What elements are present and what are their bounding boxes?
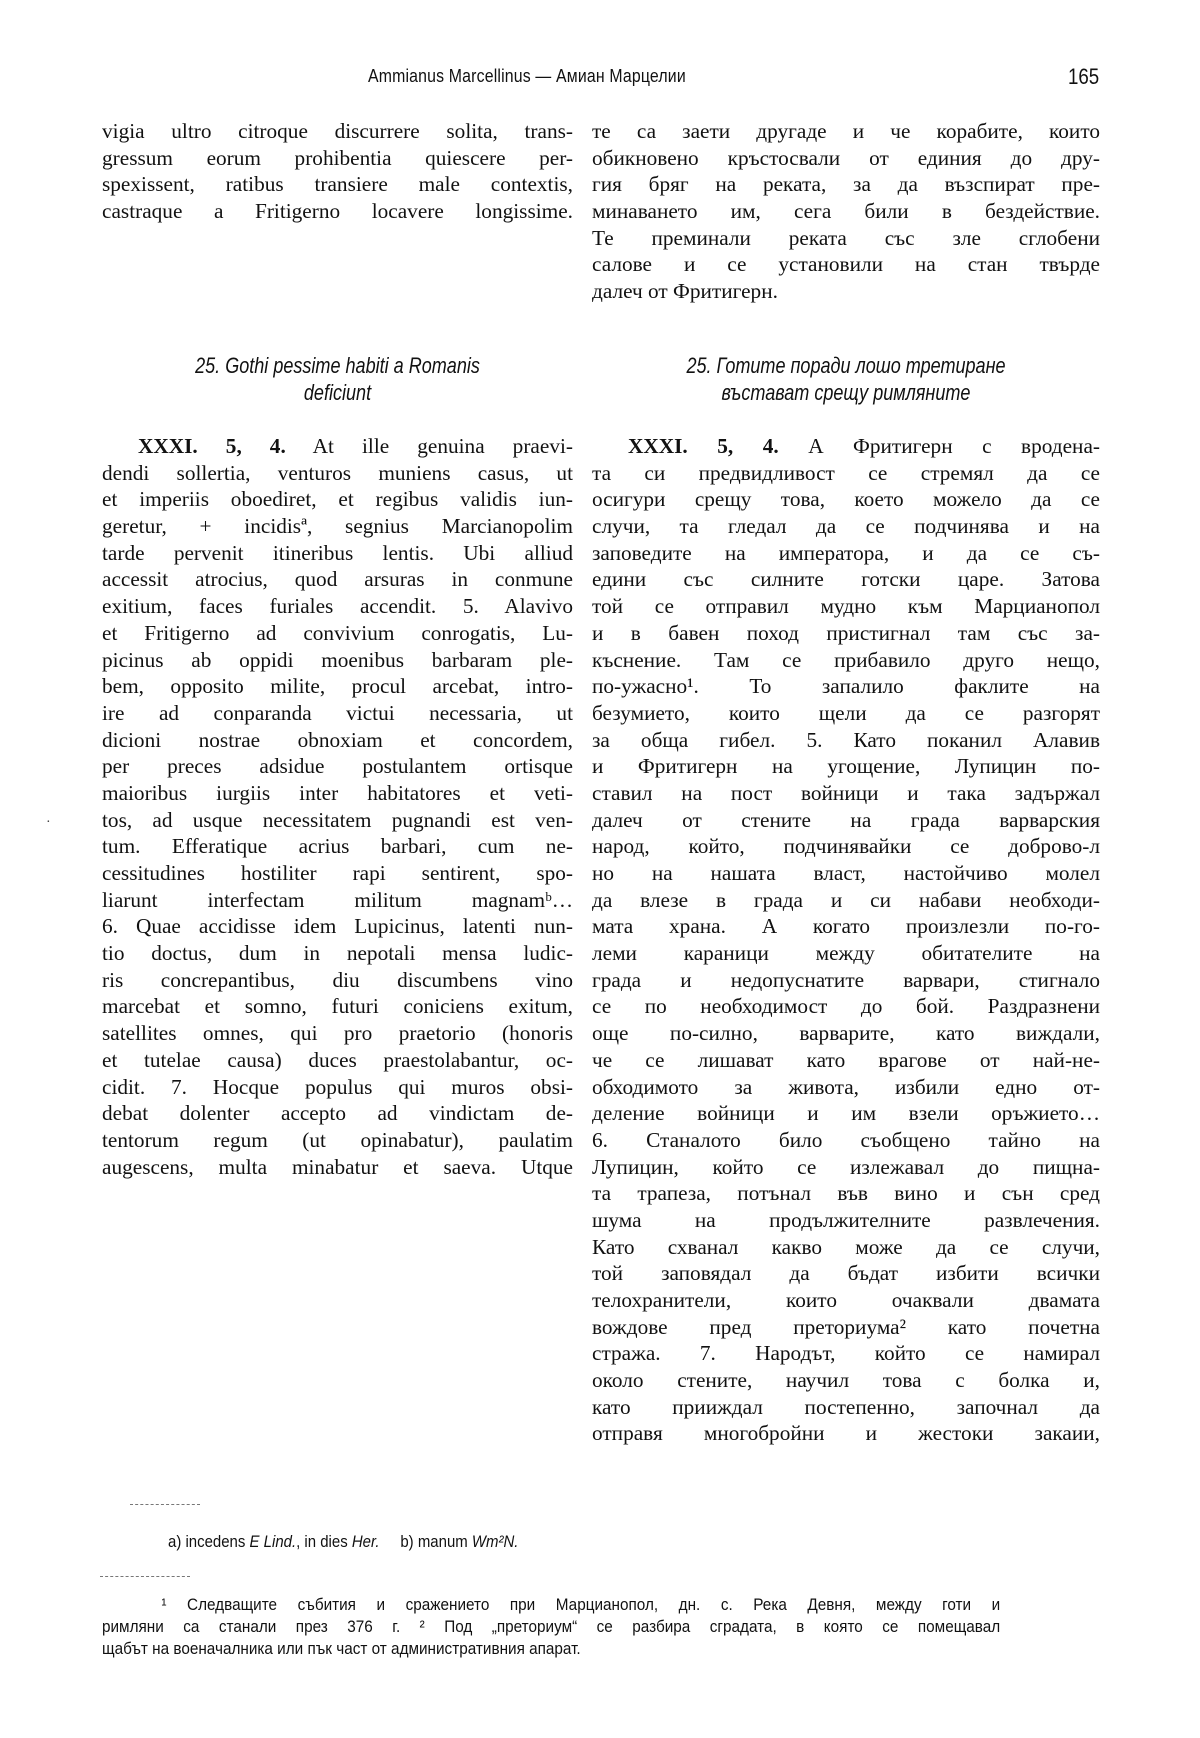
- footnote-line: римляни са станали през 376 г. ² Под „преториум“ се разбира сградата, в която се помещавал: [102, 1617, 1001, 1636]
- apparatus-separator: [130, 1504, 200, 1506]
- text-line: че се лишават като врагове от най-не-: [592, 1047, 1100, 1072]
- heading-line: 25. Gothi pessime habiti a Romanis: [195, 353, 480, 378]
- running-title: Ammianus Marcellinus — Амиан Марцелии: [368, 66, 686, 86]
- critical-apparatus: [168, 1532, 518, 1552]
- text-line: [592, 433, 1100, 460]
- text-line: заповедите на императора, и да се съ-: [592, 540, 1100, 565]
- page-number: 165: [1068, 64, 1100, 89]
- bulgarian-body-text: [592, 433, 1100, 1447]
- text-line: tarde pervenit itineribus lentis. Ubi alliud: [102, 540, 573, 565]
- apparatus-text: incedens: [185, 1532, 246, 1551]
- text-line: минаването им, сега били в бездействие.: [592, 199, 1100, 224]
- section-reference: XXXI. 5, 4.: [138, 434, 286, 458]
- text-line: града и недопуснатите варвари, стигнало: [592, 967, 1100, 992]
- text-line: като прииждал постепенно, започнал да: [592, 1394, 1100, 1419]
- text-line: около стените, научил това с болка и,: [592, 1368, 1100, 1393]
- latin-intro-paragraph: [102, 118, 573, 225]
- text-line: [102, 433, 573, 460]
- text-line: Лупицин, който се излежавал до пищна-: [592, 1154, 1100, 1179]
- text-line: той заповядал да бъдат избити всички: [592, 1261, 1100, 1286]
- text-line: мата храна. А когато произлезли по-го-: [592, 914, 1100, 939]
- text-line: обикновено кръстосвали от единия до дру-: [592, 145, 1100, 170]
- text-line: per preces adsidue postulantem ortisque: [102, 754, 573, 779]
- text-line: tio doctus, dum in nepotali mensa ludic-: [102, 941, 573, 966]
- latin-section-heading: [102, 352, 573, 406]
- text-line: satellites omnes, qui pro praetorio (honoris: [102, 1021, 573, 1046]
- text-line: далеч от стените на града варварския: [592, 807, 1100, 832]
- text-line: салове и се установили на стан твърде: [592, 252, 1100, 277]
- text-line: geretur, + incidisª, segnius Marcianopolim: [102, 514, 573, 539]
- text-fragment: А Фритигерн с вродена-: [808, 434, 1100, 458]
- text-line: и в бавен поход пристигнал там със за-: [592, 620, 1100, 645]
- text-line: Те преминали реката със зле сглобени: [592, 225, 1100, 250]
- text-line: picinus ab oppidi moenibus barbaram ple-: [102, 647, 573, 672]
- text-line: вождове пред преториума² като почетна: [592, 1314, 1100, 1339]
- text-line: леми караници между обитателите на: [592, 941, 1100, 966]
- text-line: осигури срещу това, което можело да се: [592, 487, 1100, 512]
- apparatus-label: b): [400, 1532, 414, 1551]
- text-line: bem, opposito milite, procul arcebat, intro-: [102, 674, 573, 699]
- text-line: шума на продължителните развлечения.: [592, 1207, 1100, 1232]
- apparatus-sigla: Her.: [351, 1532, 380, 1551]
- text-line: безумието, които щели да се разгорят: [592, 700, 1100, 725]
- text-line: tentorum regum (ut opinabatur), paulatim: [102, 1127, 573, 1152]
- text-fragment: At ille genuina praevi-: [312, 434, 573, 458]
- text-line: той се отправил мудно към Марцианопол: [592, 594, 1100, 619]
- text-line: за обща гибел. 5. Като поканил Алавив: [592, 727, 1100, 752]
- text-line: dicioni nostrae obnoxiam et concordem,: [102, 727, 573, 752]
- text-line: деление войници и им взели оръжието…: [592, 1101, 1100, 1126]
- text-line: стража. 7. Народът, който се намирал: [592, 1341, 1100, 1366]
- text-line: et imperiis oboediret, et regibus validis iun-: [102, 487, 573, 512]
- margin-mark: ·: [46, 815, 51, 830]
- section-reference: XXXI. 5, 4.: [628, 434, 779, 458]
- text-line: обходимото за живота, избили едно от-: [592, 1074, 1100, 1099]
- text-line: gressum eorum prohibentia quiescere per-: [102, 145, 573, 170]
- text-line: ris concrepantibus, diu discumbens vino: [102, 967, 573, 992]
- text-line: castraque a Fritigerno locavere longissime.: [102, 199, 573, 224]
- apparatus-sigla: E Lind.: [249, 1532, 297, 1551]
- text-line: случи, та гледал да се подчинява и на: [592, 514, 1100, 539]
- text-line: та трапеза, потънал във вино и сън сред: [592, 1181, 1100, 1206]
- text-line: но на нашата власт, настойчиво молел: [592, 861, 1100, 885]
- text-line: Като схванал какво може да се случи,: [592, 1234, 1100, 1259]
- text-line: едини със силните готски царе. Затова: [592, 567, 1100, 592]
- text-line: et tutelae causa) duces praestolabantur, oc-: [102, 1047, 573, 1072]
- footnote-line: ¹ Следващите събития и сражението при Марцианопол, дн. с. Река Девня, между готи и: [161, 1595, 1001, 1614]
- text-line: 6. Станалото било съобщено тайно на: [592, 1127, 1100, 1152]
- text-line: exitium, faces furiales accendit. 5. Alavivo: [102, 594, 573, 619]
- heading-line: въстават срещу римляните: [721, 380, 971, 405]
- text-line: tum. Efferatique acrius barbari, cum ne-: [102, 834, 573, 859]
- text-line: гия бряг на реката, за да възспират пре-: [592, 172, 1100, 197]
- bulgarian-intro-paragraph: [592, 118, 1100, 305]
- text-line: cessitudines hostiliter rapi sentirent, spo-: [102, 861, 573, 885]
- apparatus-label: a): [168, 1532, 182, 1551]
- running-header: [0, 66, 1200, 96]
- text-line: tos, ad usque necessitatem pugnandi est ven-: [102, 807, 573, 832]
- heading-line: 25. Готите поради лошо третиране: [686, 353, 1006, 378]
- text-line: ставил на пост войници и така задържал: [592, 780, 1100, 805]
- latin-body-text: [102, 433, 573, 1180]
- footnote-line: щабът на военачалника или пък част от административния апарат.: [102, 1639, 581, 1658]
- footnotes: [102, 1594, 1100, 1660]
- text-line: да влезе в града и си набави необходи-: [592, 887, 1100, 912]
- text-line: та си предвидливост се стремял да се: [592, 460, 1100, 485]
- text-line: те са заети другаде и че корабите, които: [592, 119, 1100, 143]
- text-line: далеч от Фритигерн.: [592, 279, 778, 304]
- apparatus-text: manum: [417, 1532, 468, 1551]
- text-line: телохранители, които очаквали двамата: [592, 1288, 1100, 1312]
- text-line: се по необходимост до бой. Раздразнени: [592, 994, 1100, 1019]
- text-line: народ, който, подчинявайки се доброво-л: [592, 834, 1100, 859]
- text-line: още по-силно, варварите, като виждали,: [592, 1021, 1100, 1046]
- text-line: къснение. Там се прибавило друго нещо,: [592, 647, 1100, 672]
- text-line: vigia ultro citroque discurrere solita, trans-: [102, 119, 573, 143]
- text-line: et Fritigerno ad convivium conrogatis, Lu-: [102, 620, 573, 645]
- text-line: отправя многобройни и жестоки закаии,: [592, 1421, 1100, 1446]
- text-line: marcebat et somno, futuri coniciens exitum,: [102, 994, 573, 1019]
- text-line: liarunt interfectam militum magnamᵇ…: [102, 887, 573, 912]
- apparatus-sigla: Wm²N.: [471, 1532, 519, 1551]
- text-line: 6. Quae accidisse idem Lupicinus, latenti nun-: [102, 914, 573, 939]
- text-line: cidit. 7. Hocque populus qui muros obsi-: [102, 1074, 573, 1099]
- heading-line: deficiunt: [303, 380, 372, 405]
- text-line: ire ad conparanda victui necessaria, ut: [102, 700, 573, 725]
- text-line: spexissent, ratibus transiere male contextis,: [102, 172, 573, 197]
- text-line: debat dolenter accepto ad vindictam de-: [102, 1101, 573, 1126]
- footnote-separator: [100, 1576, 190, 1578]
- text-line: dendi sollertia, venturos muniens casus, ut: [102, 460, 573, 485]
- text-line: accessit atrocius, quod arsuras in conmune: [102, 567, 573, 592]
- text-line: по-ужасно¹. То запалило факлите на: [592, 674, 1100, 699]
- text-line: augescens, multa minabatur et saeva. Utque: [102, 1154, 573, 1179]
- apparatus-text: , in dies: [296, 1532, 348, 1551]
- text-line: maioribus iurgiis inter habitatores et veti-: [102, 780, 573, 805]
- bulgarian-section-heading: [592, 352, 1100, 406]
- text-line: и Фритигерн на угощение, Лупицин по-: [592, 754, 1100, 779]
